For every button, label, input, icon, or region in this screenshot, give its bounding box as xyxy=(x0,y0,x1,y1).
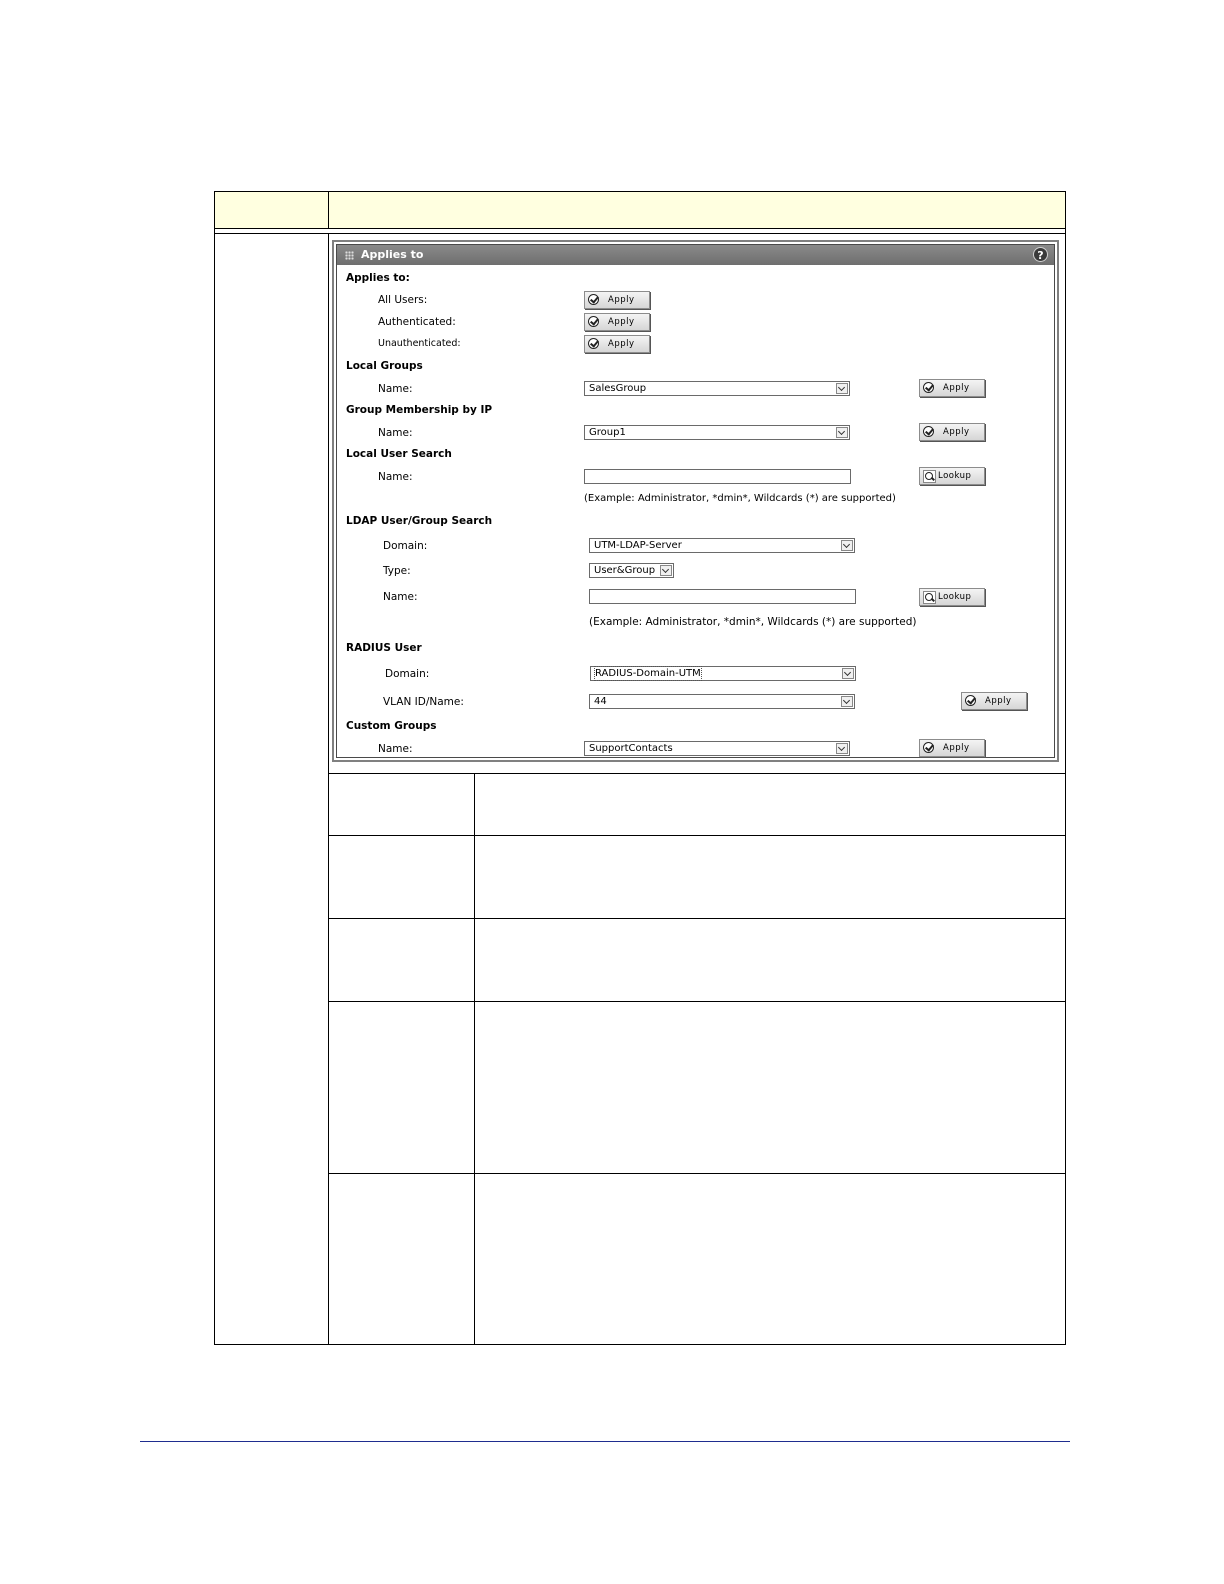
group-membership-name-label: Name: xyxy=(378,427,413,439)
vlan-select[interactable] xyxy=(589,694,855,709)
button-label: Lookup xyxy=(938,592,972,602)
row-column-divider xyxy=(474,774,475,835)
local-groups-select[interactable] xyxy=(584,381,850,396)
radius-domain-select[interactable] xyxy=(590,666,856,681)
selected-value: User&Group xyxy=(594,565,656,576)
description-row xyxy=(329,835,1066,918)
local-groups-heading: Local Groups xyxy=(346,360,423,372)
row-column-divider xyxy=(474,1174,475,1345)
button-label: Apply xyxy=(985,696,1012,706)
ldap-type-select[interactable] xyxy=(589,563,674,578)
check-icon xyxy=(923,426,934,437)
ldap-search-heading: LDAP User/Group Search xyxy=(346,515,493,527)
chevron-down-icon xyxy=(842,668,854,679)
local-user-search-name-label: Name: xyxy=(378,471,413,483)
check-icon xyxy=(965,695,976,706)
help-icon[interactable]: ? xyxy=(1033,247,1048,262)
group-membership-apply-button[interactable] xyxy=(919,423,985,441)
chevron-down-icon xyxy=(841,540,853,551)
button-label: Apply xyxy=(943,383,970,393)
footer-rule xyxy=(140,1441,1070,1442)
grip-icon xyxy=(345,251,354,260)
local-groups-apply-button[interactable] xyxy=(919,379,985,397)
ldap-type-label: Type: xyxy=(383,565,411,577)
unauthenticated-label: Unauthenticated: xyxy=(378,338,461,349)
selected-value: SalesGroup xyxy=(589,383,647,394)
local-user-lookup-button[interactable] xyxy=(919,467,985,485)
local-user-search-example: (Example: Administrator, *dmin*, Wildcards (*) are supported) xyxy=(584,493,896,504)
chevron-down-icon xyxy=(836,383,848,394)
local-user-search-heading: Local User Search xyxy=(346,448,452,460)
ldap-name-label: Name: xyxy=(383,591,418,603)
ldap-domain-label: Domain: xyxy=(383,540,428,552)
ldap-name-input[interactable] xyxy=(589,589,856,604)
radius-apply-button[interactable] xyxy=(961,692,1027,710)
check-icon xyxy=(923,382,934,393)
selected-value: UTM-LDAP-Server xyxy=(594,540,682,551)
ldap-domain-select[interactable] xyxy=(589,538,855,553)
local-groups-name-label: Name: xyxy=(378,383,413,395)
search-icon xyxy=(923,591,936,604)
description-row xyxy=(329,1173,1066,1345)
selected-value: SupportContacts xyxy=(589,743,673,754)
group-membership-select[interactable] xyxy=(584,425,850,440)
button-label: Apply xyxy=(943,427,970,437)
selected-value: Group1 xyxy=(589,427,626,438)
panel-title: Applies to xyxy=(361,248,424,261)
check-icon xyxy=(588,294,599,305)
button-label: Apply xyxy=(608,317,635,327)
description-row xyxy=(329,773,1066,835)
all-users-apply-button[interactable] xyxy=(584,291,650,309)
authenticated-label: Authenticated: xyxy=(378,316,456,328)
chevron-down-icon xyxy=(836,743,848,754)
unauthenticated-apply-button[interactable] xyxy=(584,335,650,353)
vlan-label: VLAN ID/Name: xyxy=(383,696,464,708)
check-icon xyxy=(923,742,934,753)
custom-groups-select[interactable] xyxy=(584,741,850,756)
ldap-search-example: (Example: Administrator, *dmin*, Wildcards (*) are supported) xyxy=(589,616,917,628)
row-column-divider xyxy=(474,919,475,1001)
custom-groups-heading: Custom Groups xyxy=(346,720,437,732)
chevron-down-icon xyxy=(841,696,853,707)
custom-groups-apply-button[interactable] xyxy=(919,739,985,757)
check-icon xyxy=(588,316,599,327)
header-column-divider xyxy=(328,192,329,229)
selected-value: 44 xyxy=(594,696,607,707)
applies-to-heading: Applies to: xyxy=(346,272,410,284)
selected-value: RADIUS-Domain-UTM xyxy=(595,668,701,679)
button-label: Apply xyxy=(608,295,635,305)
custom-groups-name-label: Name: xyxy=(378,743,413,755)
group-membership-heading: Group Membership by IP xyxy=(346,404,493,416)
row-column-divider xyxy=(474,1002,475,1173)
row-column-divider xyxy=(474,836,475,918)
panel-title-bar xyxy=(337,245,1054,265)
radius-user-heading: RADIUS User xyxy=(346,642,422,654)
local-user-search-input[interactable] xyxy=(584,469,851,484)
button-label: Lookup xyxy=(938,471,972,481)
chevron-down-icon xyxy=(836,427,848,438)
description-row xyxy=(329,1001,1066,1173)
all-users-label: All Users: xyxy=(378,294,428,306)
button-label: Apply xyxy=(608,339,635,349)
chevron-down-icon xyxy=(660,565,672,576)
button-label: Apply xyxy=(943,743,970,753)
check-icon xyxy=(588,338,599,349)
table-header-row xyxy=(215,192,1065,229)
search-icon xyxy=(923,470,936,483)
radius-domain-label: Domain: xyxy=(385,668,430,680)
ldap-lookup-button[interactable] xyxy=(919,588,985,606)
description-row xyxy=(329,918,1066,1001)
header-double-rule xyxy=(215,233,1065,234)
authenticated-apply-button[interactable] xyxy=(584,313,650,331)
